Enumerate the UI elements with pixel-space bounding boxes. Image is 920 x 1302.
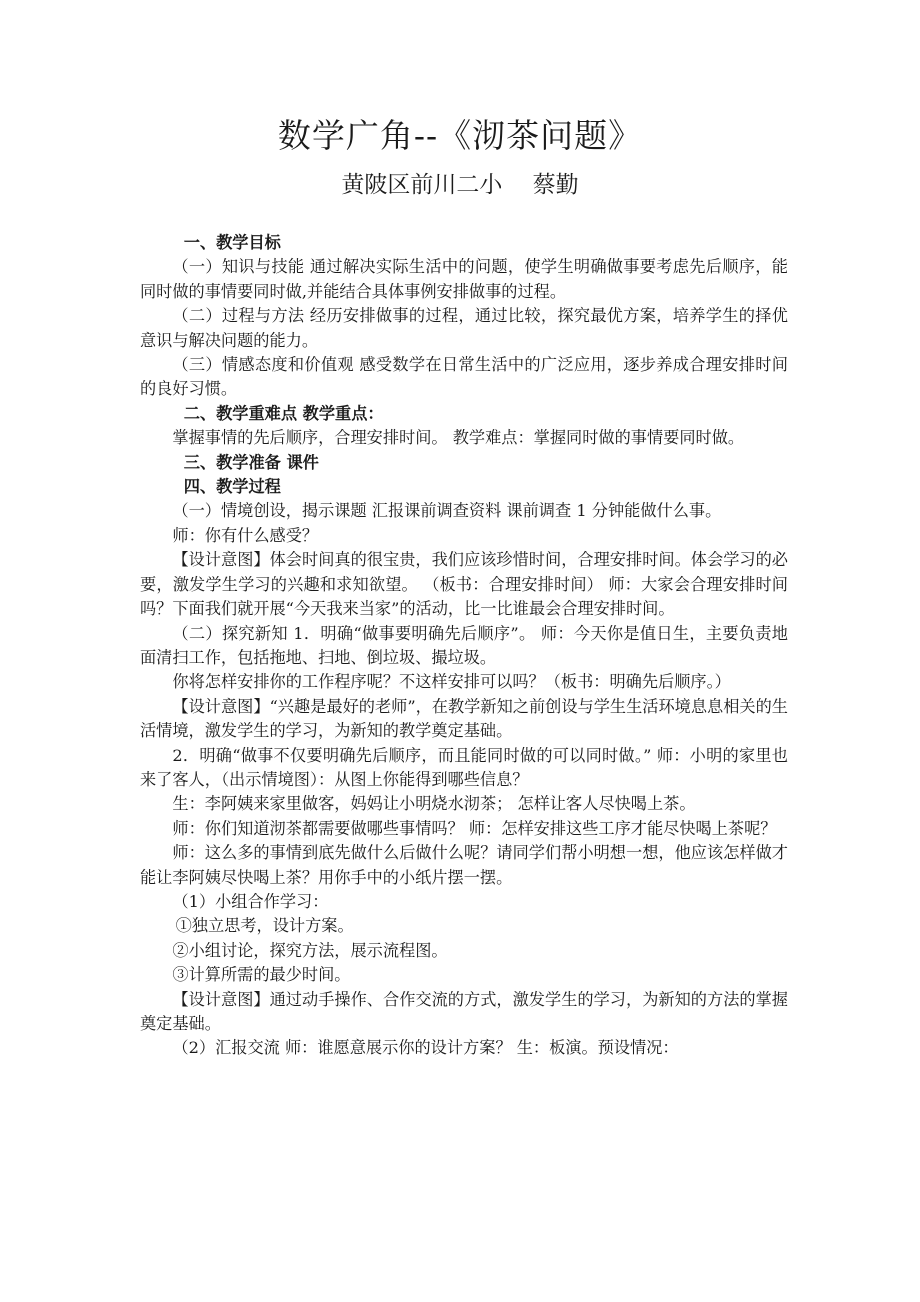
- paragraph: （1）小组合作学习：: [172, 891, 329, 911]
- paragraph: （二）过程与方法 经历安排做事的过程，通过比较，探究最优方案，培养学生的择优意识与解决问题的能力。: [140, 306, 788, 350]
- paragraph: 2．明确“做事不仅要明确先后顺序，而且能同时做的可以同时做。” 师：小明的家里也来了客人，（出示情境图）：从图上你能得到哪些信息？: [140, 745, 788, 789]
- paragraph: （2）汇报交流 师：谁愿意展示你的设计方案？ 生：板演。预设情况：: [172, 1038, 679, 1058]
- document-title: 数学广角--《沏茶问题》: [277, 116, 643, 155]
- paragraph: 掌握事情的先后顺序，合理安排时间。 教学难点：掌握同时做的事情要同时做。: [172, 428, 745, 448]
- paragraph: （三）情感态度和价值观 感受数学在日常生活中的广泛应用，逐步养成合理安排时间的良好习惯。: [140, 355, 788, 399]
- section-heading: 一、教学目标: [183, 233, 281, 252]
- paragraph: 【设计意图】体会时间真的很宝贵，我们应该珍惜时间，合理安排时间。体会学习的必要，激发学生学习的兴趣和求知欲望。 （板书：合理安排时间） 师：大家会合理安排时间吗？下面我们就开展“今天我来当家”的活动，比一比谁最会合理安排时间。: [140, 550, 788, 619]
- section-heading: 三、教学准备 课件: [183, 452, 319, 472]
- paragraph: 【设计意图】“兴趣是最好的老师”，在教学新知之前创设与学生生活环境息息相关的生活情境，激发学生的学习，为新知的教学奠定基础。: [140, 696, 788, 741]
- paragraph: 你将怎样安排你的工作程序呢？不这样安排可以吗？（板书：明确先后顺序。）: [172, 672, 731, 692]
- paragraph: ①独立思考，设计方案。: [175, 916, 354, 936]
- paragraph: （一）知识与技能 通过解决实际生活中的问题，使学生明确做事要考虑先后顺序，能同时做的事情要同时做,并能结合具体事例安排做事的过程。: [140, 257, 788, 301]
- section-heading: 四、教学过程: [183, 477, 281, 497]
- paragraph: 师：你们知道沏茶都需要做哪些事情吗？ 师：怎样安排这些工序才能尽快喝上茶呢？: [172, 818, 777, 838]
- paragraph: 师：这么多的事情到底先做什么后做什么呢？请同学们帮小明想一想，他应该怎样做才能让李阿姨尽快喝上茶？用你手中的小纸片摆一摆。: [140, 843, 788, 887]
- section-heading: 二、教学重难点 教学重点：: [183, 403, 384, 423]
- document-author: 黄陂区前川二小 蔡勤: [341, 172, 579, 198]
- paragraph: （二）探究新知 1．明确“做事要明确先后顺序”。 师：今天你是值日生，主要负责地面清扫工作，包括拖地、扫地、倒垃圾、撮垃圾。: [140, 623, 788, 667]
- paragraph: （一）情境创设，揭示课题 汇报课前调查资料 课前调查 1 分钟能做什么事。: [172, 501, 722, 521]
- document-body: [140, 231, 788, 1061]
- paragraph: 师：你有什么感受？: [172, 525, 319, 545]
- paragraph: 【设计意图】通过动手操作、合作交流的方式，激发学生的学习，为新知的方法的掌握奠定基础。: [140, 989, 788, 1033]
- paragraph: 生：李阿姨来家里做客，妈妈让小明烧水沏茶； 怎样让客人尽快喝上茶。: [172, 794, 696, 814]
- paragraph: ②小组讨论，探究方法，展示流程图。: [172, 940, 448, 960]
- paragraph: ③计算所需的最少时间。: [172, 965, 351, 985]
